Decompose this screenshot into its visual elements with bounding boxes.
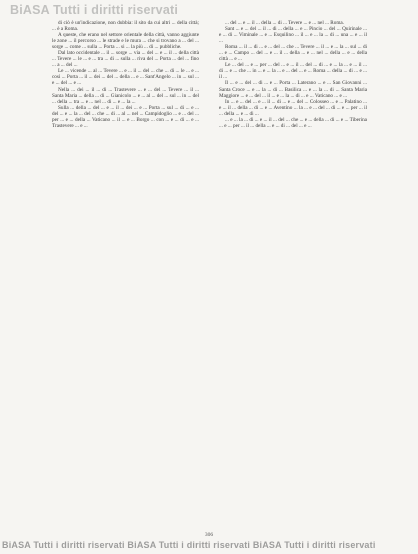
paragraph: Sant ... e ... del ... il ... di ... della ... e ... Pincio ... del ... Quirinale ... e ... di ... Viminale ... e ... Esquilino ... il ... e ... la ... di ... una ... e ... il ... [219, 26, 367, 45]
watermark-bottom: BiASA Tutti i diritti riservati BiASA Tutti i diritti riservati BiASA Tutti i diritti riservati [2, 540, 376, 550]
paragraph: Le ... del ... e ... per ... del ... e ... il ... del ... di ... e ... la ... e ... il ... di ... e ... che ... in ... e ... la ... e ... del ... e ... Roma ... della ... di ... e ... il ... [219, 62, 367, 81]
paragraph: Nella ... dei ... il ... di ... Trastevere ... e ... del ... Tevere ... il ... Santa Maria ... della ... di ... Gianicolo ... e ... al ... del ... sul ... in ... del ... della ... tra ... e ... nel ... di ... e ... la ... [52, 86, 199, 105]
paragraph: Le ... vicende ... al ... Tevere ... e ... il ... del ... che ... di ... le ... e ... così ... Porta ... il ... dei ... del ... della ... e ... Sant'Angelo ... in ... sul ... e ... del ... e ... [52, 68, 199, 87]
paragraph: di ciò è un'indicazione, non dubbia: il sito da cui altri ... della città; ... è a Roma. [52, 20, 199, 33]
watermark-top: BiASA Tutti i diritti riservati [10, 3, 179, 17]
text-column-left [52, 20, 199, 525]
paragraph: Il ... e ... del ... di ... e ... Porta ... Laterano ... e ... San Giovanni ... Santa Croce ... e ... la ... di ... Basilica ... e ... la ... di ... Santa Maria Maggiore ... e ... del ... il ... e ... la ... di ... e ... Vaticano ... e ... [219, 80, 367, 99]
paragraph: ... e ... la ... di ... e ... il ... del ... che ... e ... della ... di ... e ... Tiberina ... e ... per ... il ... della ... e ... di ... del ... e ... [219, 116, 367, 129]
paragraph: Dal lato occidentale ... il ... sorge ... via ... del ... e ... il ... della città ... Tevere ... le ... e ... tra ... di ... sulla ... riva del ... Porta ... del ... fino ... a ... del ... [52, 50, 199, 69]
paragraph: Roma ... il ... di ... e ... del ... che ... Tevere ... il ... e ... la ... sul ... di ... e ... Campo ... del ... e ... il ... della ... e ... nel ... della ... e ... della città ... e ... [219, 44, 367, 63]
text-column-right [219, 20, 367, 525]
paragraph: ... del ... e ... il ... della ... di ... Tevere ... e ... nel ... Roma. [225, 20, 344, 26]
paragraph: Sulla ... della ... del ... e ... il ... dei ... e ... Porta ... sul ... di ... e ... del ... e ... la ... del ... che ... di ... al ... nel ... Campidoglio ... e ... del ... per ... e ... della ... Vaticano ... il ... e ... Borgo ... con ... e ... di ... e ... Trastevere ... e ... [52, 104, 199, 129]
page-number: 306 [204, 532, 214, 538]
paragraph: In ... e ... del ... e ... il ... di ... e ... del ... Colosseo ... e ... Palatino ... e ... il ... della ... di ... e ... Aventino ... la ... e ... del ... di ... e ... per ... il ... della ... e ... di ... [219, 98, 367, 117]
paragraph: A queste, che erano nel settore orientale della città, vanno aggiunte le zone ... il percorso ... le strade e le mura ... che si trovano a ... del ... sorge ... come ... sulla ... Porta ... si ... la più ... di ... pubbliche. [52, 32, 199, 51]
